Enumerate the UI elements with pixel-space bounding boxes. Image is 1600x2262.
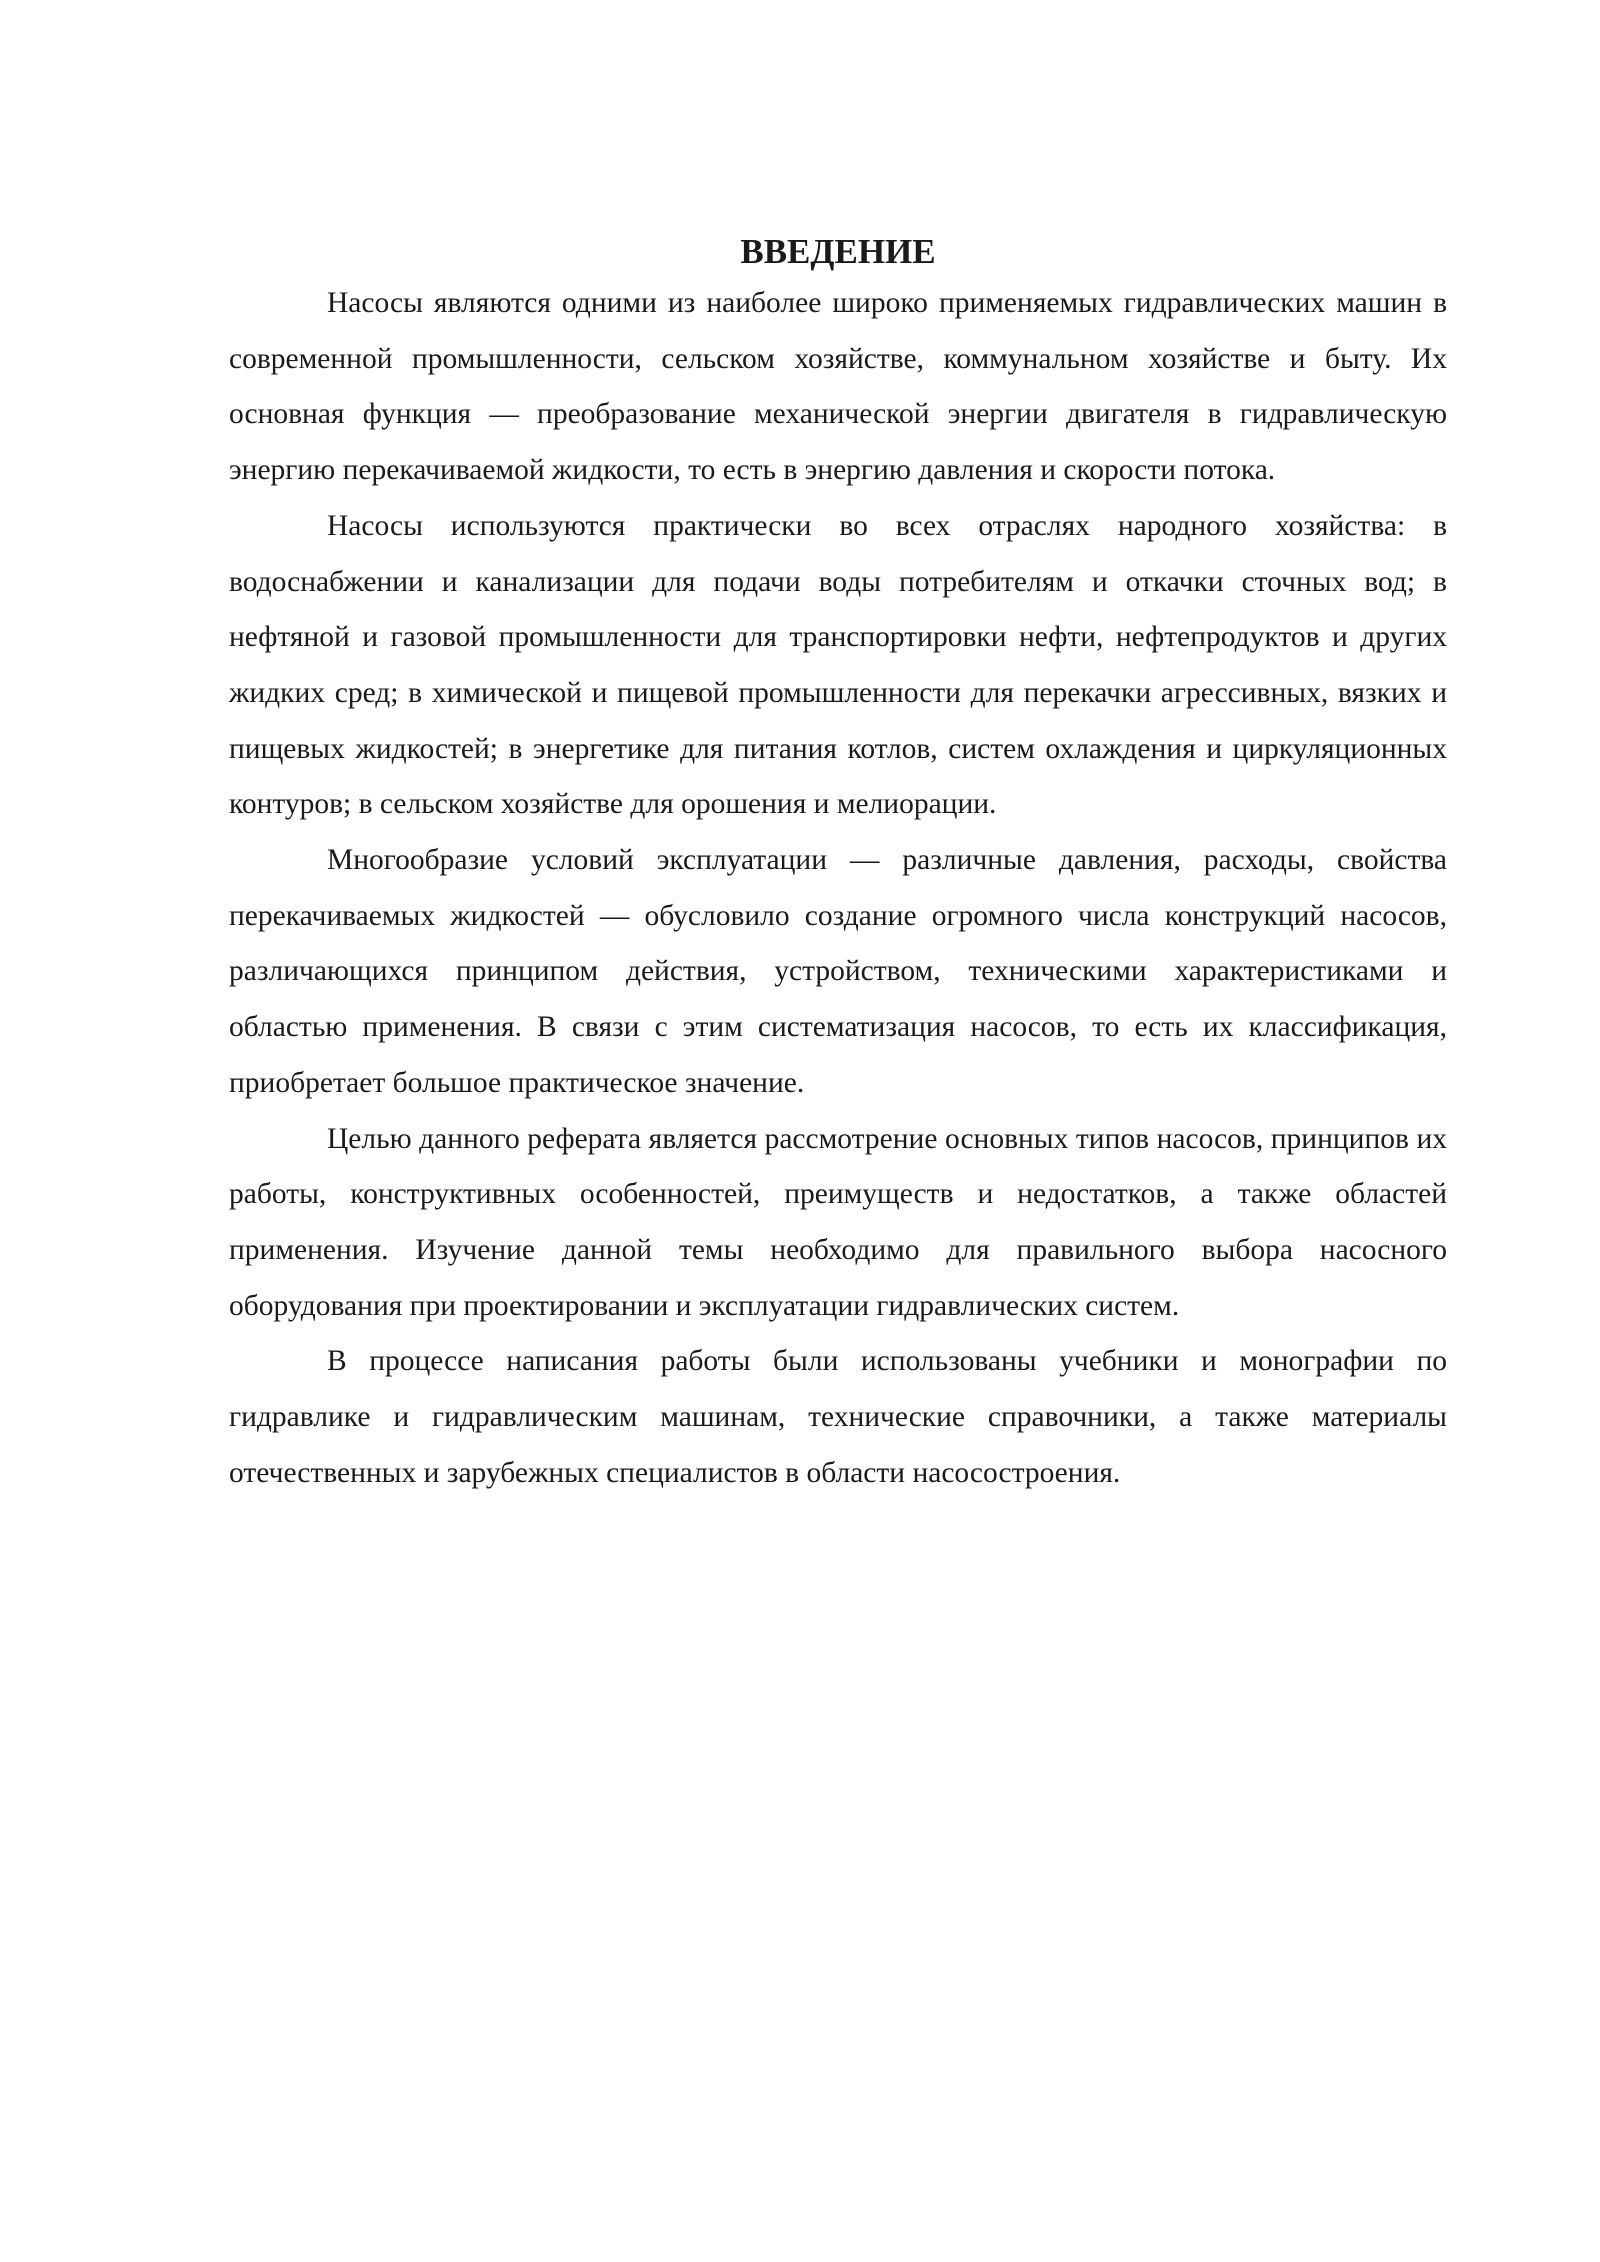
paragraph: Целью данного реферата является рассмотрение основных типов насосов, принципов их работы, конструктивных особенностей, преимуществ и недостатков, а также областей применения. Изучение данной темы необходимо для правильного выбора насосного оборудования при проектировании и эксплуатации гидравлических систем.	[229, 1122, 1447, 1322]
document-title: ВВЕДЕНИЕ	[740, 232, 936, 271]
paragraph: В процессе написания работы были использованы учебники и монографии по гидравлике и гидравлическим машинам, технические справочники, а также материалы отечественных и зарубежных специалистов в области насосостроения.	[229, 1345, 1447, 1489]
paragraph: Насосы используются практически во всех отраслях народного хозяйства: в водоснабжении и канализации для подачи воды потребителям и откачки сточных вод; в нефтяной и газовой промышленности для транспортировки нефти, нефтепродуктов и других жидких сред; в химической и пищевой промышленности для перекачки агрессивных, вязких и пищевых жидкостей; в энергетике для питания котлов, систем охлаждения и циркуляционных контуров; в сельском хозяйстве для орошения и мелиорации.	[229, 509, 1447, 821]
paragraph: Насосы являются одними из наиболее широко применяемых гидравлических машин в современной промышленности, сельском хозяйстве, коммунальном хозяйстве и быту. Их основная функция — преобразование механической энергии двигателя в гидравлическую энергию перекачиваемой жидкости, то есть в энергию давления и скорости потока.	[229, 287, 1447, 487]
document-page	[229, 228, 1447, 1501]
paragraph: Многообразие условий эксплуатации — различные давления, расходы, свойства перекачиваемых жидкостей — обусловило создание огромного числа конструкций насосов, различающихся принципом действия, устройством, техническими характеристиками и областью применения. В связи с этим систематизация насосов, то есть их классификация, приобретает большое практическое значение.	[229, 844, 1447, 1099]
